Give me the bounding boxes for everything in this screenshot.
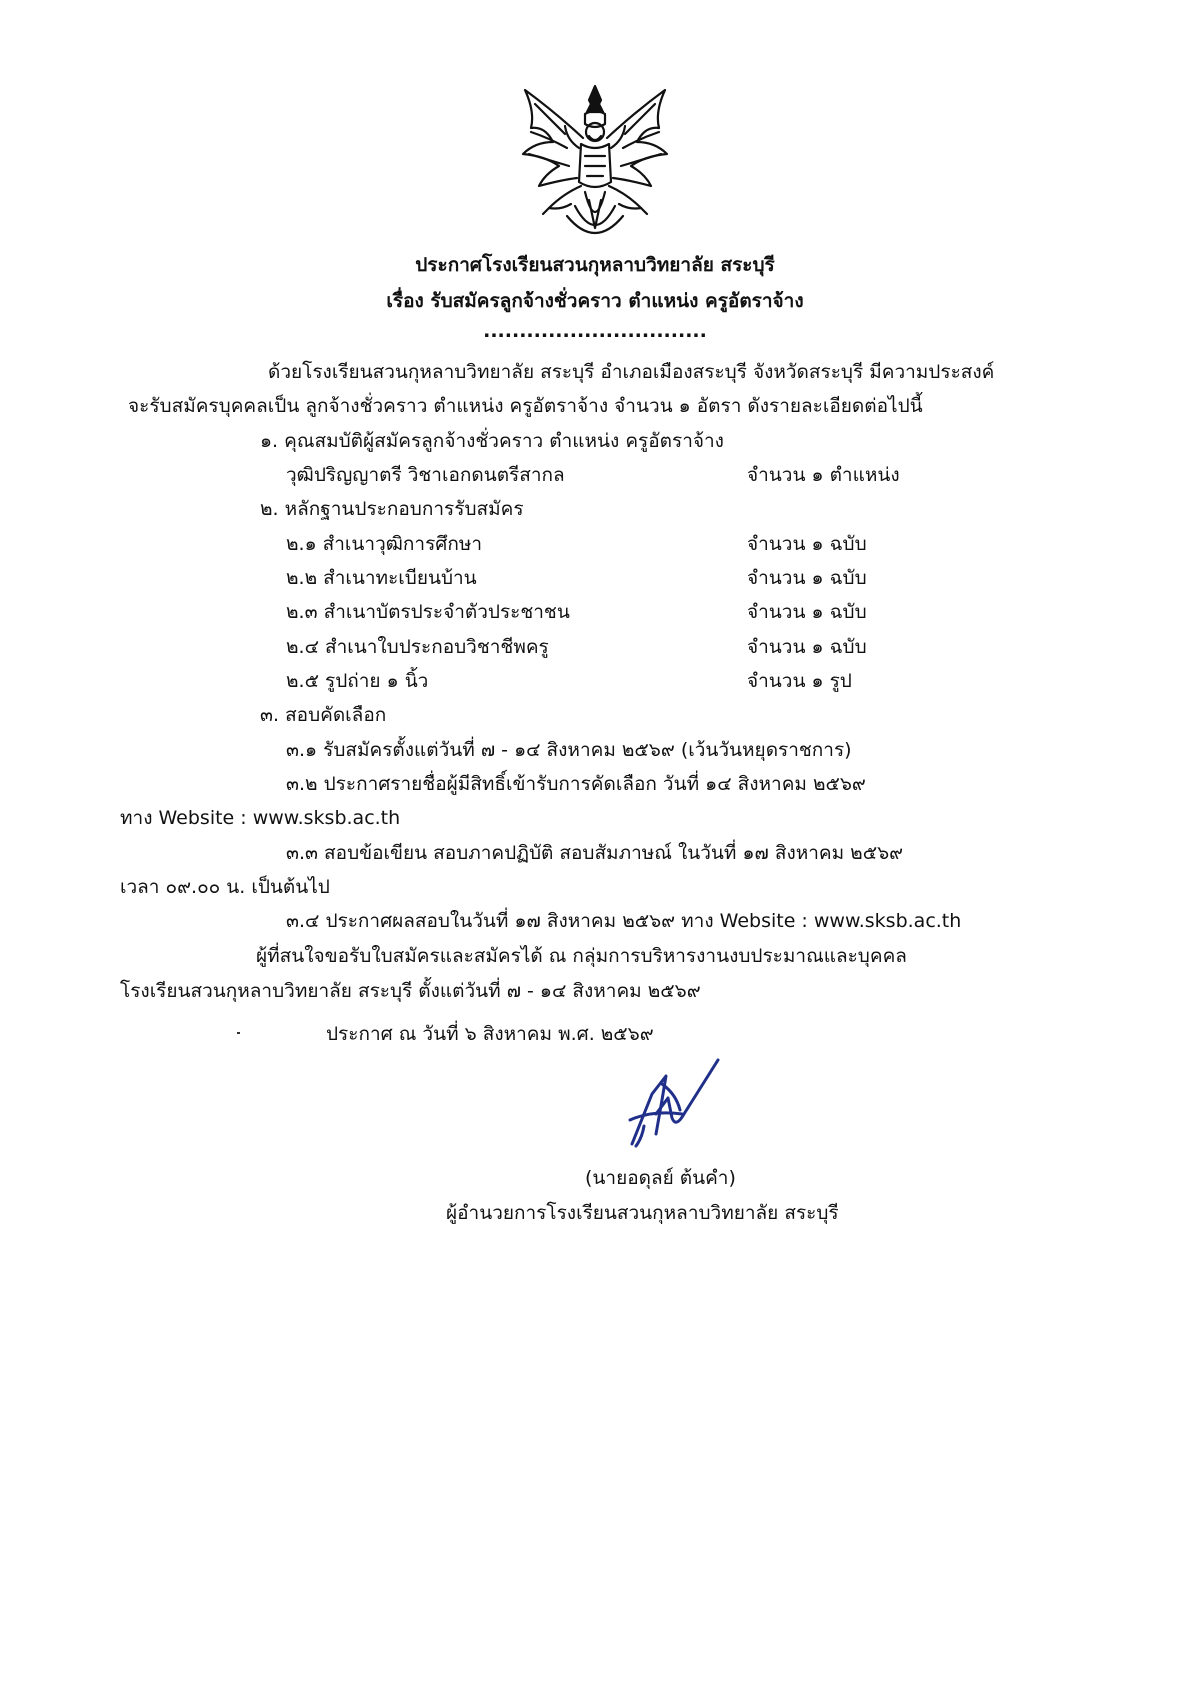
document-item-label: ๒.๒ สำเนาทะเบียนบ้าน [286, 567, 477, 589]
document-item-label: ๒.๓ สำเนาบัตรประจำตัวประชาชน [286, 601, 570, 623]
intro-line-2: จะรับสมัครบุคคลเป็น ลูกจ้างชั่วคราว ตำแหน่ง ครูอัตราจ้าง จำนวน ๑ อัตรา ดังรายละเอียดต่อไปนี้ [128, 395, 923, 417]
document-item-amount: จำนวน ๑ รูป [747, 670, 852, 692]
section-1-heading: ๑. คุณสมบัติผู้สมัครลูกจ้างชั่วคราว ตำแหน่ง ครูอัตราจ้าง [260, 430, 724, 452]
closing-line-1: ผู้ที่สนใจขอรับใบสมัครและสมัครได้ ณ กลุ่มการบริหารงานงบประมาณและบุคคล [256, 945, 907, 967]
qualification-item: วุฒิปริญญาตรี วิชาเอกดนตรีสากล [286, 464, 565, 486]
stray-mark [237, 1032, 240, 1034]
document-item-amount: จำนวน ๑ ฉบับ [747, 636, 867, 658]
section-2-heading: ๒. หลักฐานประกอบการรับสมัคร [260, 498, 524, 520]
announcement-subject: เรื่อง รับสมัครลูกจ้างชั่วคราว ตำแหน่ง ครูอัตราจ้าง [386, 290, 804, 312]
document-item-amount: จำนวน ๑ ฉบับ [747, 601, 867, 623]
document-item-label: ๒.๑ สำเนาวุฒิการศึกษา [286, 533, 483, 555]
title-separator: ............................... [483, 320, 707, 342]
qualification-amount: จำนวน ๑ ตำแหน่ง [747, 464, 900, 486]
document-item-amount: จำนวน ๑ ฉบับ [747, 567, 867, 589]
document-item-label: ๒.๕ รูปถ่าย ๑ นิ้ว [286, 670, 429, 692]
closing-line-2: โรงเรียนสวนกุหลาบวิทยาลัย สระบุรี ตั้งแต่วันที่ ๗ - ๑๔ สิงหาคม ๒๕๖๙ [120, 980, 701, 1002]
document-item-amount: จำนวน ๑ ฉบับ [747, 533, 867, 555]
garuda-emblem-icon [505, 82, 685, 244]
section-3-heading: ๓. สอบคัดเลือก [260, 704, 387, 726]
exam-item-3-time: เวลา ๐๙.๐๐ น. เป็นต้นไป [120, 876, 330, 898]
exam-item-1: ๓.๑ รับสมัครตั้งแต่วันที่ ๗ - ๑๔ สิงหาคม ๒๕๖๙ (เว้นวันหยุดราชการ) [286, 739, 852, 761]
exam-item-4: ๓.๔ ประกาศผลสอบในวันที่ ๑๗ สิงหาคม ๒๕๖๙ ทาง Website : www.sksb.ac.th [286, 910, 962, 932]
intro-line-1: ด้วยโรงเรียนสวนกุหลาบวิทยาลัย สระบุรี อำเภอเมืองสระบุรี จังหวัดสระบุรี มีความประสงค์ [268, 361, 995, 383]
announcement-date: ประกาศ ณ วันที่ ๖ สิงหาคม พ.ศ. ๒๕๖๙ [326, 1023, 654, 1045]
exam-item-3: ๓.๓ สอบข้อเขียน สอบภาคปฏิบัติ สอบสัมภาษณ์ ในวันที่ ๑๗ สิงหาคม ๒๕๖๙ [286, 842, 904, 864]
exam-item-2: ๓.๒ ประกาศรายชื่อผู้มีสิทธิ์เข้ารับการคัดเลือก วันที่ ๑๔ สิงหาคม ๒๕๖๙ [286, 773, 866, 795]
document-item-label: ๒.๔ สำเนาใบประกอบวิชาชีพครู [286, 636, 549, 658]
signature-icon [622, 1054, 742, 1154]
exam-item-2-website: ทาง Website : www.sksb.ac.th [120, 807, 401, 829]
signatory-name: (นายอดุลย์ ต้นคำ) [585, 1167, 736, 1189]
signatory-position: ผู้อำนวยการโรงเรียนสวนกุหลาบวิทยาลัย สระบุรี [446, 1202, 839, 1224]
announcement-title: ประกาศโรงเรียนสวนกุหลาบวิทยาลัย สระบุรี [415, 254, 775, 276]
